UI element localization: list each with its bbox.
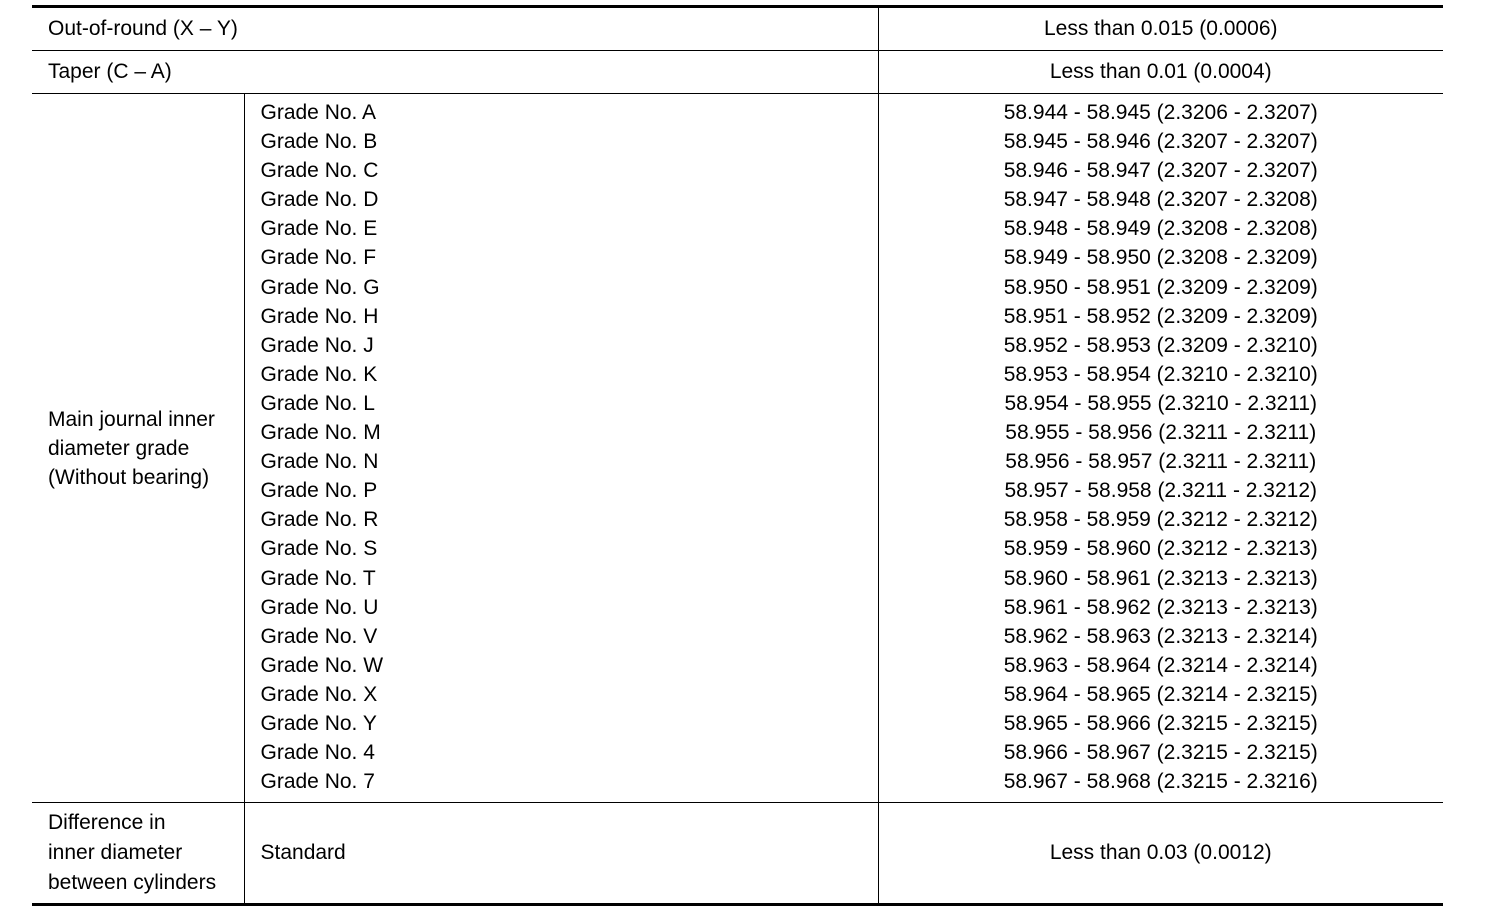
grade-value: 58.955 - 58.956 (2.3211 - 2.3211): [1005, 421, 1317, 445]
grade-values-cell: [878, 94, 1443, 803]
main-journal-label-line: Main journal inner: [48, 407, 215, 431]
grade-name: Grade No. J: [260, 333, 374, 357]
grade-name: Grade No. W: [260, 653, 384, 677]
grade-name: Grade No. K: [260, 362, 378, 386]
grade-name: Grade No. F: [260, 246, 377, 270]
grade-value: 58.959 - 58.960 (2.3212 - 2.3213): [1003, 537, 1318, 561]
row-taper: [32, 51, 1443, 94]
grade-value: 58.957 - 58.958 (2.3211 - 2.3212): [1004, 479, 1317, 503]
taper-value: Less than 0.01 (0.0004): [878, 51, 1443, 94]
grade-value: 58.958 - 58.959 (2.3212 - 2.3212): [1003, 508, 1318, 532]
grade-value: 58.947 - 58.948 (2.3207 - 2.3208): [1003, 188, 1318, 212]
grade-name: Grade No. 4: [260, 741, 375, 765]
grade-value: 58.950 - 58.951 (2.3209 - 2.3209): [1003, 275, 1318, 299]
grade-name: Grade No. T: [260, 566, 376, 590]
grade-name: Grade No. U: [260, 595, 379, 619]
grade-name: Grade No. E: [260, 217, 378, 241]
grade-name: Grade No. H: [260, 304, 379, 328]
grade-names-cell: [244, 94, 878, 803]
grade-name: Grade No. D: [260, 188, 379, 212]
grade-value: 58.952 - 58.953 (2.3209 - 2.3210): [1003, 333, 1318, 357]
difference-label: [32, 808, 244, 898]
grade-value: 58.967 - 58.968 (2.3215 - 2.3216): [1003, 770, 1318, 794]
row-main-journal: [32, 94, 1443, 803]
grade-name: Grade No. X: [260, 682, 378, 706]
grade-value: 58.963 - 58.964 (2.3214 - 2.3214): [1003, 653, 1318, 677]
grade-value: 58.944 - 58.945 (2.3206 - 2.3207): [1003, 101, 1318, 124]
out-of-round-label: Out-of-round (X – Y): [32, 7, 878, 51]
grade-value: 58.960 - 58.961 (2.3213 - 2.3213): [1003, 566, 1318, 590]
grade-value: 58.962 - 58.963 (2.3213 - 2.3214): [1003, 624, 1318, 648]
grade-name: Grade No. B: [260, 130, 378, 154]
out-of-round-value: Less than 0.015 (0.0006): [878, 7, 1443, 51]
grade-name: Grade No. 7: [260, 770, 375, 794]
grade-value: 58.951 - 58.952 (2.3209 - 2.3209): [1003, 304, 1318, 328]
grade-value: 58.965 - 58.966 (2.3215 - 2.3215): [1003, 711, 1318, 735]
grade-value: 58.948 - 58.949 (2.3208 - 2.3208): [1003, 217, 1318, 241]
difference-label-cell: [32, 803, 244, 905]
grade-value: 58.953 - 58.954 (2.3210 - 2.3210): [1003, 362, 1318, 386]
grade-name: Grade No. L: [260, 391, 375, 415]
grade-value: 58.956 - 58.957 (2.3211 - 2.3211): [1005, 450, 1317, 474]
grade-value: 58.946 - 58.947 (2.3207 - 2.3207): [1003, 159, 1318, 183]
grade-name: Grade No. S: [260, 537, 378, 561]
grade-name: Grade No. N: [260, 450, 379, 474]
grade-value-list: [879, 94, 1444, 802]
main-journal-label-cell: [32, 94, 244, 803]
spec-table: [32, 5, 1443, 906]
difference-standard-label: Standard: [244, 803, 878, 905]
main-journal-label-line: (Without bearing): [48, 465, 210, 489]
grade-name: Grade No. Y: [260, 711, 377, 735]
grade-name-list: [245, 94, 878, 802]
main-journal-label: [32, 405, 244, 492]
difference-value: Less than 0.03 (0.0012): [878, 803, 1443, 905]
grade-name: Grade No. R: [260, 508, 379, 532]
grade-name: Grade No. G: [260, 275, 380, 299]
grade-name: Grade No. M: [260, 421, 381, 445]
taper-label: Taper (C – A): [32, 51, 878, 94]
row-out-of-round: [32, 7, 1443, 51]
grade-value: 58.949 - 58.950 (2.3208 - 2.3209): [1003, 246, 1318, 270]
grade-value: 58.954 - 58.955 (2.3210 - 2.3211): [1004, 391, 1317, 415]
grade-name: Grade No. V: [260, 624, 378, 648]
main-journal-label-line: diameter grade: [48, 436, 190, 460]
grade-value: 58.964 - 58.965 (2.3214 - 2.3215): [1003, 682, 1318, 706]
difference-label-line: inner diameter: [48, 841, 183, 865]
grade-name: Grade No. P: [260, 479, 378, 503]
grade-name: Grade No. C: [260, 159, 379, 183]
grade-value: 58.966 - 58.967 (2.3215 - 2.3215): [1003, 741, 1318, 765]
grade-name: Grade No. A: [260, 101, 377, 124]
difference-label-line: Difference in: [48, 811, 166, 835]
grade-value: 58.945 - 58.946 (2.3207 - 2.3207): [1003, 130, 1318, 154]
row-difference: [32, 803, 1443, 905]
difference-label-line: between cylinders: [48, 871, 217, 895]
grade-value: 58.961 - 58.962 (2.3213 - 2.3213): [1003, 595, 1318, 619]
